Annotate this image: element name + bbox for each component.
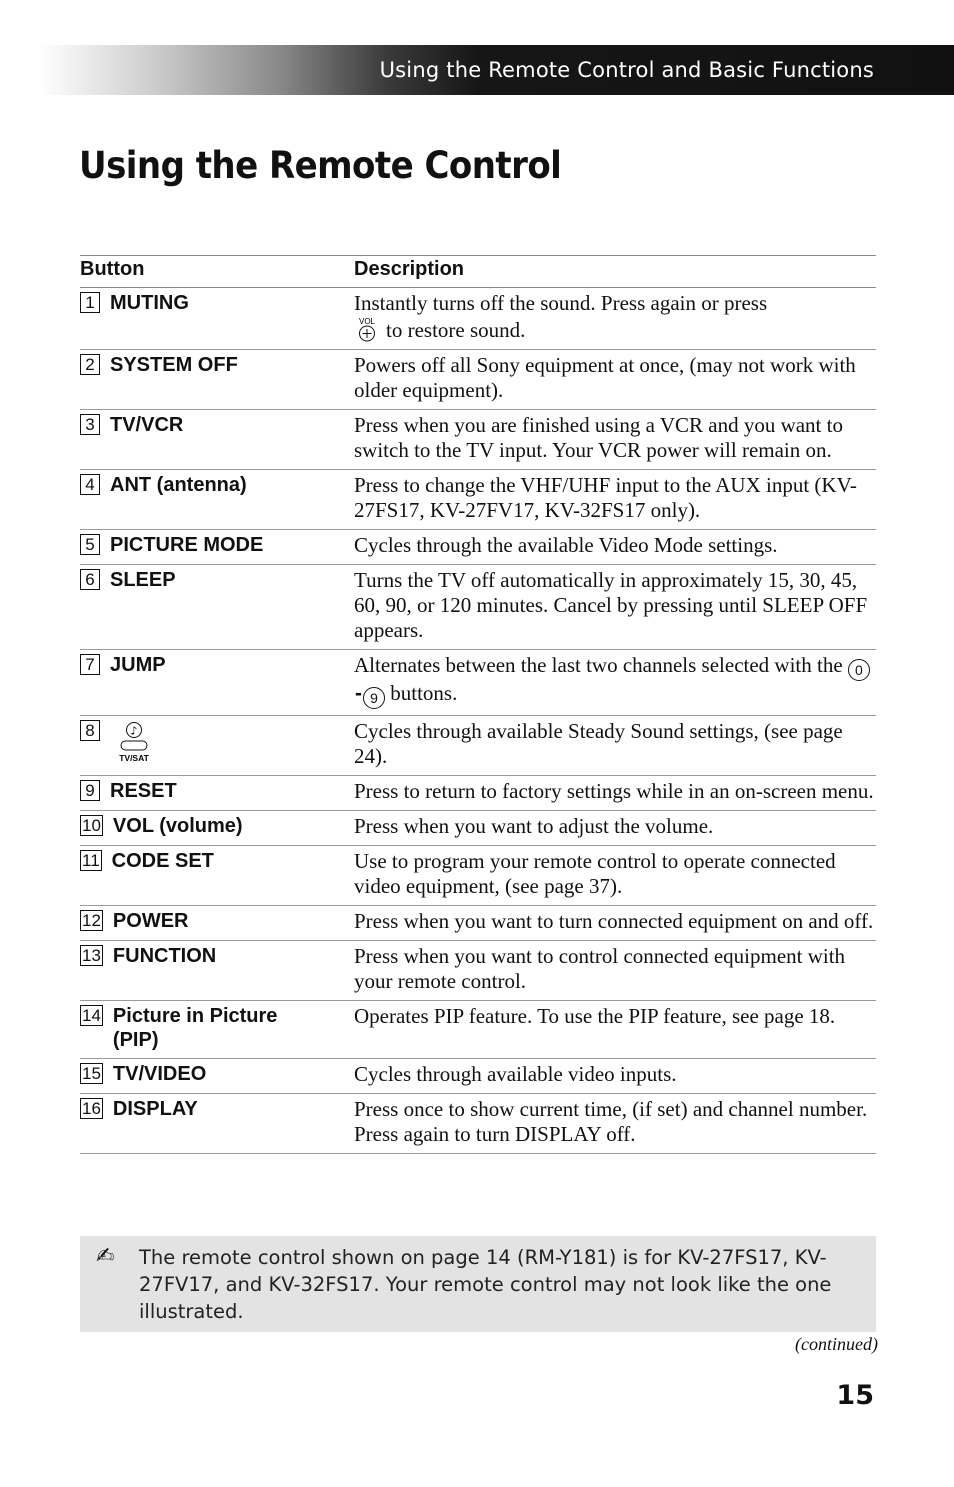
vol-icon-label: VOL	[358, 317, 376, 326]
table-row	[80, 1059, 876, 1094]
description: Operates PIP feature. To use the PIP feature, see page 18.	[354, 1001, 876, 1059]
description: Cycles through available video inputs.	[354, 1059, 876, 1094]
note-box	[80, 1236, 876, 1332]
item-number: 8	[80, 720, 100, 741]
description: Alternates between the last two channels selected with the	[354, 653, 843, 677]
button-name: ANT (antenna)	[110, 474, 247, 496]
description: Powers off all Sony equipment at once, (may not work with older equipment).	[354, 350, 876, 410]
item-number: 15	[82, 1064, 101, 1083]
table-row	[80, 716, 876, 776]
button-name: JUMP	[110, 654, 166, 676]
table-row	[80, 1094, 876, 1154]
page-title: Using the Remote Control	[79, 144, 562, 187]
item-number: 2	[80, 354, 100, 375]
description: Press when you are finished using a VCR and you want to switch to the TV input. Your VCR power will remain on.	[354, 410, 876, 470]
svg-text:♪: ♪	[130, 724, 138, 738]
steady-sound-icon	[114, 719, 154, 765]
button-name: SYSTEM OFF	[110, 354, 238, 376]
table-row	[80, 410, 876, 470]
note-text: The remote control shown on page 14 (RM-Y181) is for KV-27FS17, KV-27FV17, and KV-32FS17. Your remote control may not look like the one illustrated.	[139, 1246, 832, 1323]
column-header-description: Description	[354, 256, 876, 288]
button-name: VOL (volume)	[112, 815, 243, 837]
item-number: 16	[82, 1099, 101, 1118]
item-number: 6	[80, 569, 100, 590]
description: Turns the TV off automatically in approximately 15, 30, 45, 60, 90, or 120 minutes. Cancel by pressing until SLEEP OFF appears.	[354, 565, 876, 650]
button-name: FUNCTION	[112, 945, 217, 967]
item-number: 9	[80, 780, 100, 801]
button-name: Picture in Picture (PIP)	[112, 1005, 278, 1051]
vol-plus-icon	[354, 316, 380, 342]
item-number: 11	[82, 851, 100, 870]
button-name: CODE SET	[111, 850, 214, 872]
button-table	[80, 255, 876, 1154]
steady-sound-icon-label: TV/SAT	[119, 753, 149, 763]
description: Press when you want to turn connected equipment on and off.	[354, 906, 876, 941]
table-row	[80, 470, 876, 530]
table-row	[80, 776, 876, 811]
button-name: SLEEP	[110, 569, 176, 591]
pencil-note-icon: ✍	[96, 1244, 115, 1269]
description: Press when you want to control connected equipment with your remote control.	[354, 941, 876, 1001]
table-row	[80, 811, 876, 846]
button-name: TV/VIDEO	[112, 1063, 207, 1085]
table-row	[80, 530, 876, 565]
key-range-separator: -	[355, 682, 362, 705]
table-row	[80, 288, 876, 350]
page-number: 15	[836, 1380, 874, 1411]
button-name: POWER	[112, 910, 189, 932]
table-row	[80, 846, 876, 906]
description-continued: to restore sound.	[386, 318, 526, 342]
button-name: DISPLAY	[112, 1098, 198, 1120]
description: Press once to show current time, (if set) and channel number. Press again to turn DISPLAY off.	[354, 1094, 876, 1154]
table-row	[80, 906, 876, 941]
description: Press to change the VHF/UHF input to the AUX input (KV-27FS17, KV-27FV17, KV-32FS17 only).	[354, 470, 876, 530]
button-name: TV/VCR	[110, 414, 184, 436]
table-row	[80, 350, 876, 410]
item-number: 12	[82, 911, 101, 930]
item-number: 5	[80, 534, 100, 555]
description: Cycles through available Steady Sound settings, (see page 24).	[354, 716, 876, 776]
description: Use to program your remote control to operate connected video equipment, (see page 37).	[354, 846, 876, 906]
button-name: MUTING	[110, 292, 189, 314]
item-number: 14	[82, 1006, 101, 1025]
table-header-row	[80, 256, 876, 288]
section-title: Using the Remote Control and Basic Functions	[379, 58, 874, 82]
description: Cycles through the available Video Mode settings.	[354, 530, 876, 565]
table-row	[80, 941, 876, 1001]
description: Press to return to factory settings while in an on-screen menu.	[354, 776, 876, 811]
description: Instantly turns off the sound. Press again or press	[354, 291, 768, 315]
continued-label: (continued)	[795, 1334, 878, 1354]
item-number: 3	[80, 414, 100, 435]
item-number: 7	[80, 654, 100, 675]
button-name: PICTURE MODE	[110, 534, 264, 556]
button-name: RESET	[110, 780, 177, 802]
column-header-button: Button	[80, 256, 354, 288]
table-row	[80, 1001, 876, 1059]
key-0-icon: 0	[848, 659, 870, 681]
item-number: 4	[80, 474, 100, 495]
key-9-icon: 9	[363, 687, 385, 709]
description-continued: buttons.	[390, 681, 458, 705]
item-number: 13	[82, 946, 101, 965]
description: Press when you want to adjust the volume.	[354, 811, 876, 846]
table-row	[80, 650, 876, 716]
item-number: 10	[82, 816, 101, 835]
table-row	[80, 565, 876, 650]
item-number: 1	[80, 292, 100, 313]
